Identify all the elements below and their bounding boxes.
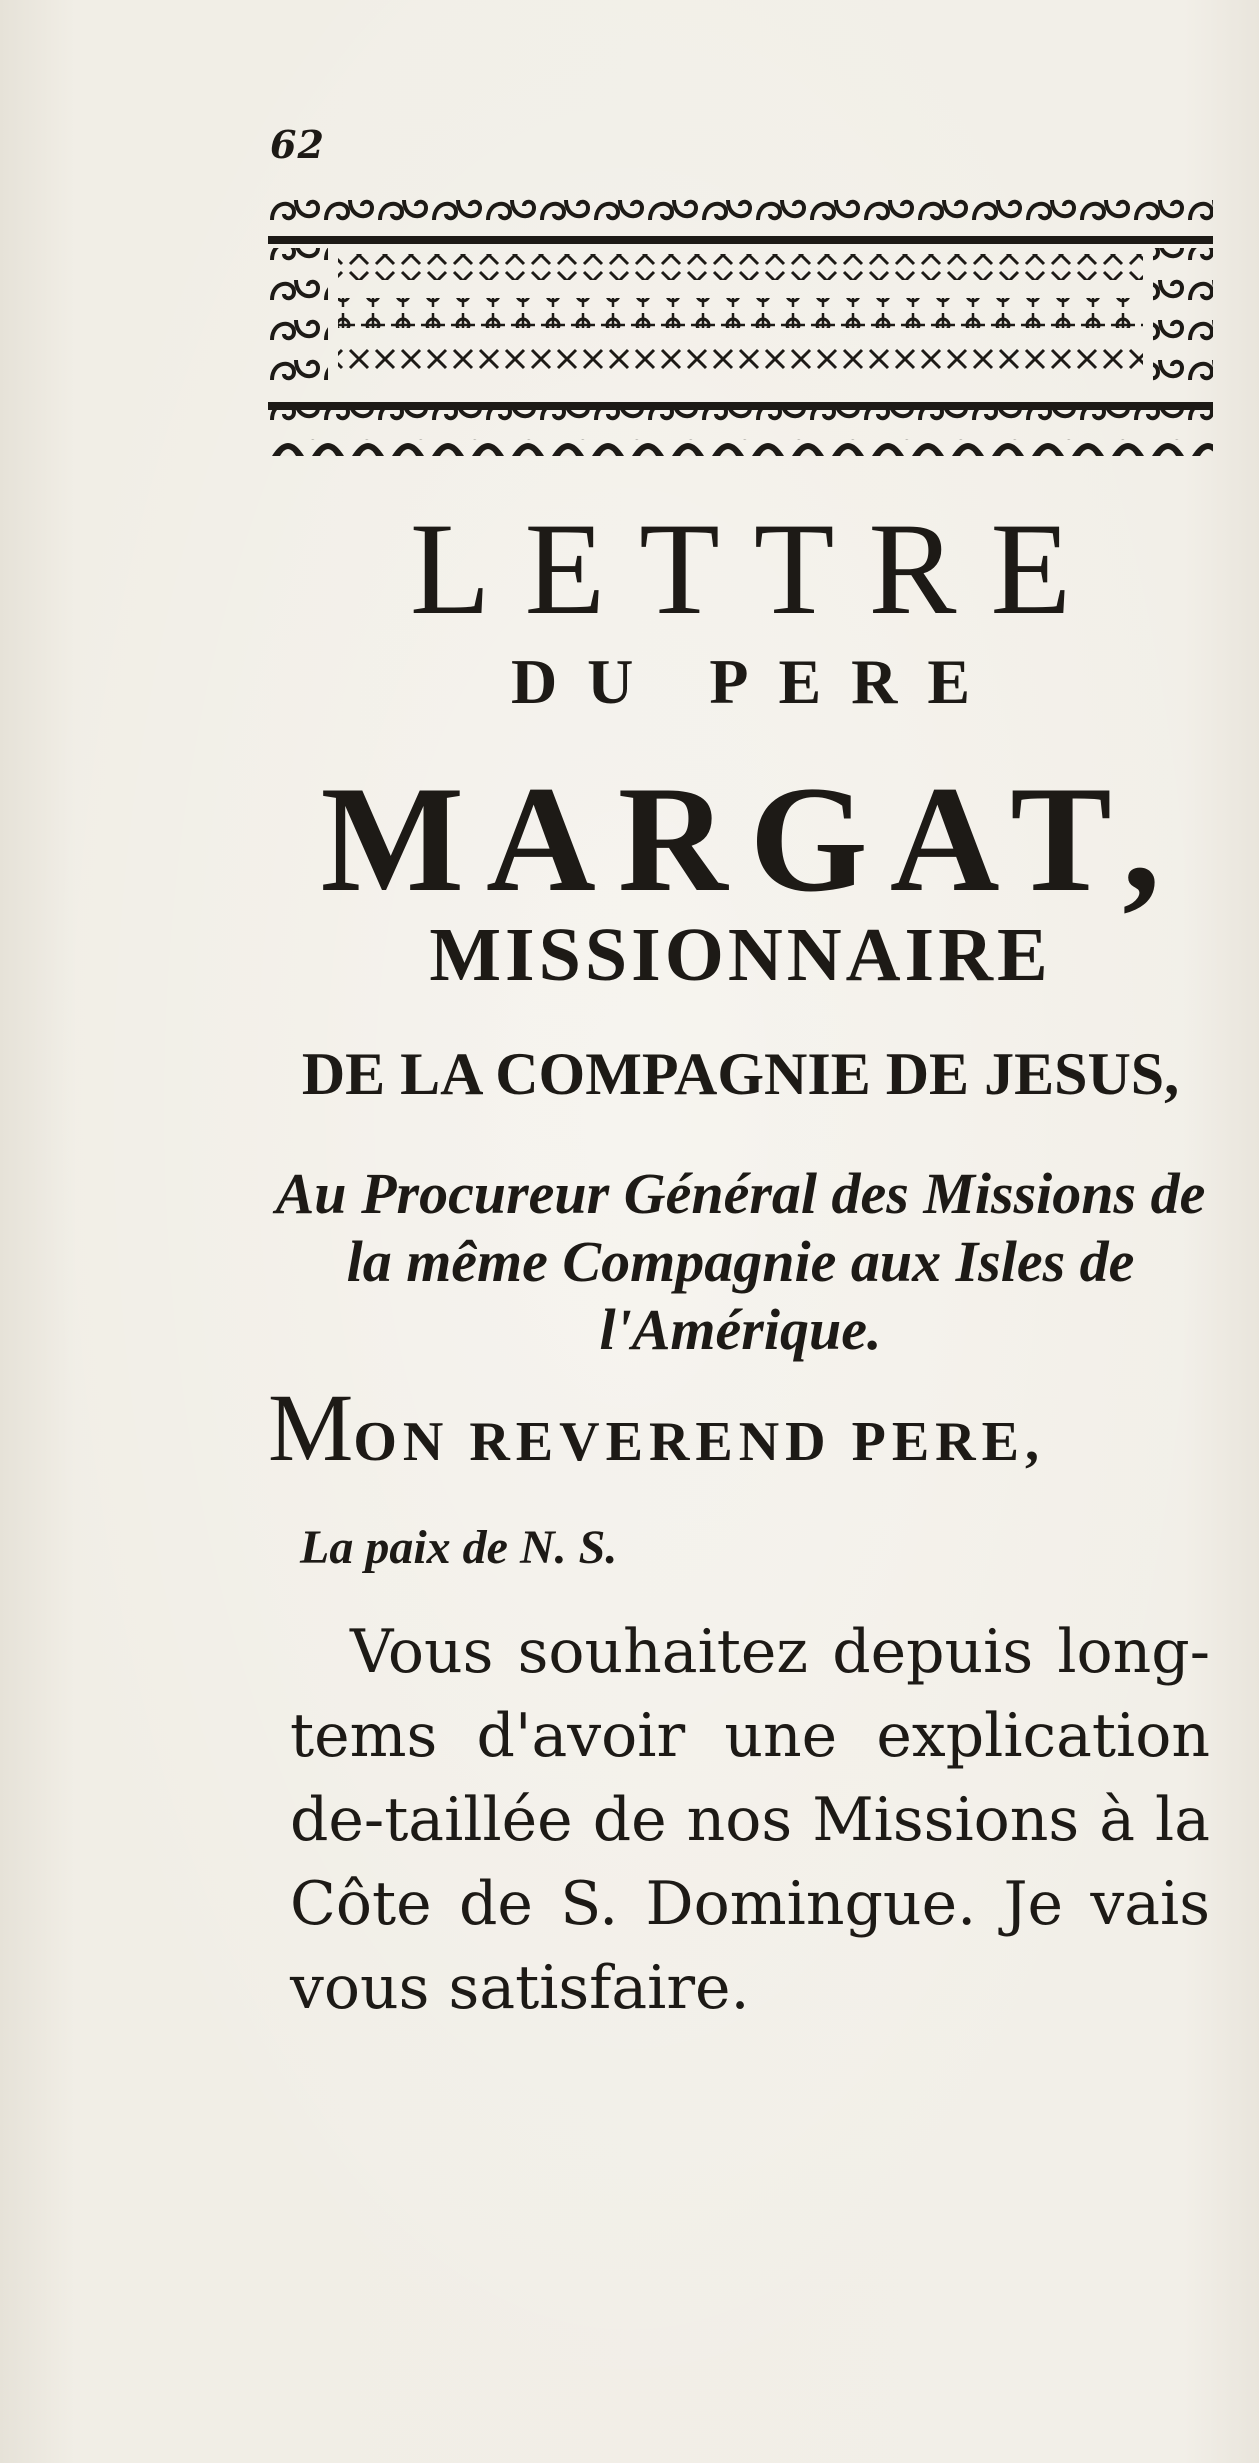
title-compagnie: DE LA COMPAGNIE DE JESUS, (301, 1041, 1180, 1107)
salutation-initial: M (268, 1374, 354, 1481)
addressee-line-2: la même Compagnie aux Isles de (346, 1229, 1135, 1294)
salutation-rest: ON REVEREND PERE, (353, 1411, 1045, 1473)
addressee-line-1: Au Procureur Général des Missions de (275, 1161, 1206, 1226)
page-number: 62 (270, 122, 325, 167)
addressee (268, 1160, 1213, 1364)
salutation (268, 1372, 1213, 1483)
title-author-name: MARGAT, (320, 755, 1183, 923)
title-du-pere: DU PERE (510, 646, 1001, 717)
addressee-line-3: l'Amérique. (599, 1297, 882, 1362)
decorative-headpiece (268, 190, 1213, 470)
title-lettre: LETTRE (409, 495, 1106, 642)
peace-greeting: La paix de N. S. (300, 1521, 618, 1574)
body-paragraph (290, 1610, 1210, 2030)
title-missionnaire: MISSIONNAIRE (429, 913, 1052, 997)
body-text: Vous souhaitez depuis long-tems d'avoir une explication de-taillée de nos Missions à la Côte de S. Domingue. Je vais vous satisfaire. (290, 1617, 1210, 2023)
